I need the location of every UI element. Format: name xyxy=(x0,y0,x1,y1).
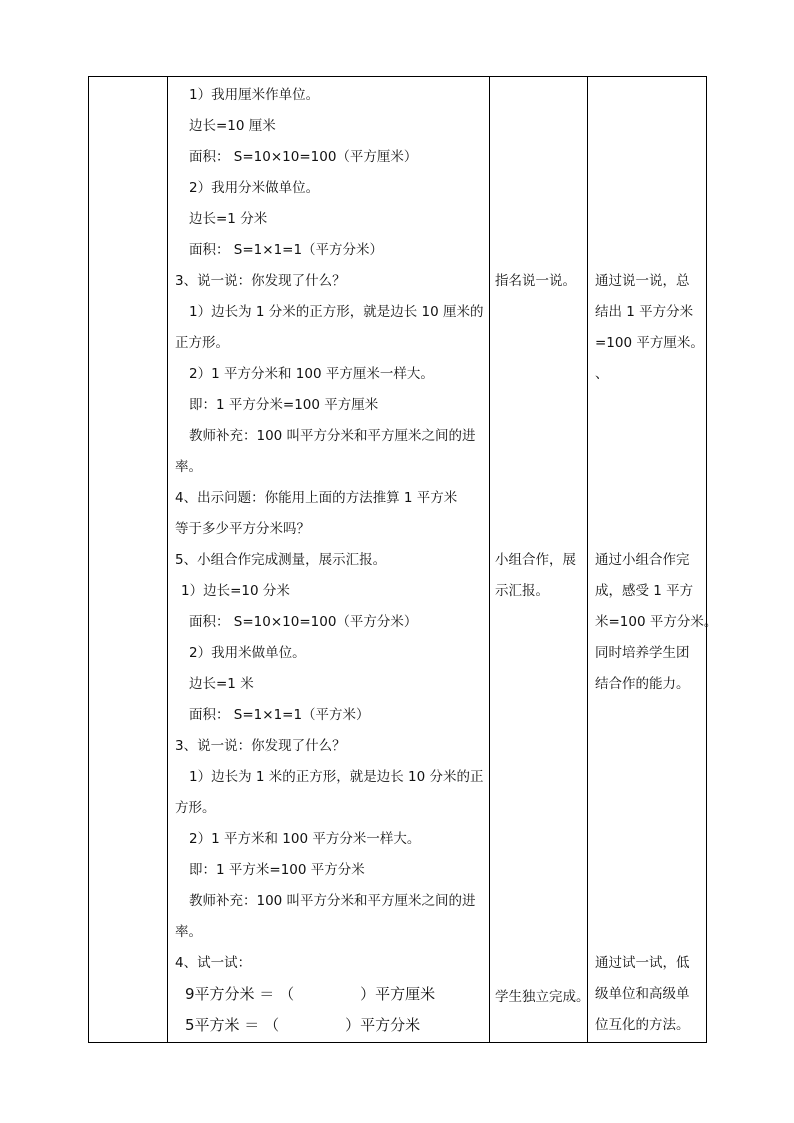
content-line: 边长=10 厘米 xyxy=(189,118,276,134)
activity-line: 指名说一说。 xyxy=(495,273,576,289)
column-divider xyxy=(489,77,490,1042)
content-line: 教师补充：100 叫平方分米和平方厘米之间的进 xyxy=(189,893,476,909)
intent-line: 通过说一说，总 xyxy=(595,273,690,289)
intent-line: 结出 1 平方分米 xyxy=(595,304,694,320)
intent-line: 、 xyxy=(595,366,609,382)
intent-line: 通过试一试，低 xyxy=(595,955,690,971)
content-line: 1）边长=10 分米 xyxy=(181,583,290,599)
activity-line: 小组合作，展 xyxy=(495,552,576,568)
section-heading: 4、试一试： xyxy=(175,955,252,971)
content-line: 2）我用米做单位。 xyxy=(189,645,306,661)
content-line: 面积： S=10×10=100（平方厘米） xyxy=(189,149,418,165)
section-heading: 3、说一说：你发现了什么？ xyxy=(175,738,346,754)
content-line: 1）我用厘米作单位。 xyxy=(189,87,320,103)
content-line: 2）我用分米做单位。 xyxy=(189,180,320,196)
exercise-line xyxy=(185,984,435,1004)
activity-line: 示汇报。 xyxy=(495,583,549,599)
exercise-right: ）平方分米 xyxy=(345,1016,421,1034)
activity-line: 学生独立完成。 xyxy=(495,989,590,1005)
section-heading: 3、说一说：你发现了什么？ xyxy=(175,273,346,289)
content-line: 2）1 平方分米和 100 平方厘米一样大。 xyxy=(189,366,434,382)
intent-line: 米=100 平方分米。 xyxy=(595,614,718,630)
intent-line: 同时培养学生团 xyxy=(595,645,690,661)
exercise-line xyxy=(185,1015,420,1035)
content-line: 率。 xyxy=(175,924,202,940)
content-line: 1）边长为 1 分米的正方形，就是边长 10 厘米的 xyxy=(189,304,484,320)
column-divider xyxy=(587,77,588,1042)
column-divider xyxy=(167,77,168,1042)
content-line: 面积： S=1×1=1（平方米） xyxy=(189,707,370,723)
intent-line: 结合作的能力。 xyxy=(595,676,690,692)
lesson-plan-table xyxy=(88,76,718,1043)
exercise-right: ）平方厘米 xyxy=(360,985,436,1003)
content-line: 面积： S=10×10=100（平方分米） xyxy=(189,614,418,630)
intent-line: 级单位和高级单 xyxy=(595,986,690,1002)
content-line: 2）1 平方米和 100 平方分米一样大。 xyxy=(189,831,421,847)
content-line: 正方形。 xyxy=(175,335,229,351)
intent-line: 位互化的方法。 xyxy=(595,1017,690,1033)
content-line: 率。 xyxy=(175,459,202,475)
section-heading: 4、出示问题：你能用上面的方法推算 1 平方米 xyxy=(175,490,458,506)
section-heading: 5、小组合作完成测量，展示汇报。 xyxy=(175,552,387,568)
content-line: 即：1 平方分米=100 平方厘米 xyxy=(189,397,379,413)
content-line: 1）边长为 1 米的正方形，就是边长 10 分米的正 xyxy=(189,769,484,785)
content-line: 边长=1 米 xyxy=(189,676,254,692)
content-line: 即：1 平方米=100 平方分米 xyxy=(189,862,365,878)
content-line: 面积： S=1×1=1（平方分米） xyxy=(189,242,384,258)
exercise-left: 5平方米 ＝ （ xyxy=(185,1016,280,1034)
content-line: 等于多少平方分米吗？ xyxy=(175,521,310,537)
content-line: 边长=1 分米 xyxy=(189,211,268,227)
content-line: 方形。 xyxy=(175,800,216,816)
exercise-left: 9平方分米 ＝ （ xyxy=(185,985,295,1003)
content-line: 教师补充：100 叫平方分米和平方厘米之间的进 xyxy=(189,428,476,444)
intent-line: 通过小组合作完 xyxy=(595,552,690,568)
intent-line: 成，感受 1 平方 xyxy=(595,583,694,599)
intent-line: =100 平方厘米。 xyxy=(595,335,704,351)
